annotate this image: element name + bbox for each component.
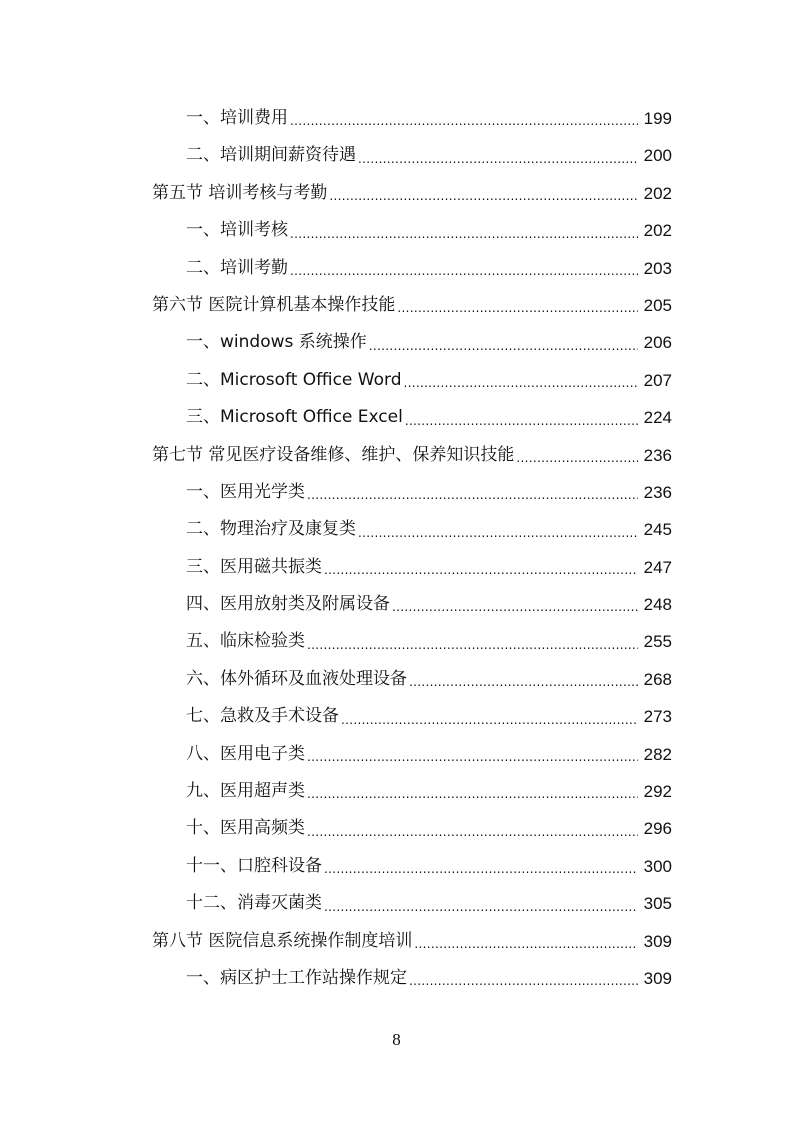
toc-subsection-entry[interactable] (0, 250, 793, 287)
toc-entry-page: 202 (643, 183, 672, 203)
toc-dot-leader (324, 848, 638, 885)
toc-subsection-entry[interactable] (0, 511, 793, 548)
toc-entry-label: 二、Microsoft Office Word (186, 369, 402, 390)
toc-subsection-entry[interactable] (0, 212, 793, 249)
toc-entry-page: 205 (643, 295, 672, 315)
toc-dot-leader (324, 885, 638, 922)
toc-entry-page: 236 (643, 445, 672, 465)
toc-dot-leader (409, 661, 638, 698)
toc-entry-label: 六、体外循环及血液处理设备 (186, 668, 407, 689)
toc-subsection-entry[interactable] (0, 736, 793, 773)
toc-subsection-entry[interactable] (0, 586, 793, 623)
toc-entry-page: 245 (643, 520, 672, 540)
toc-entry-label: 二、物理治疗及康复类 (186, 519, 356, 540)
toc-entry-page: 207 (643, 370, 672, 390)
toc-entry-label: 十一、口腔科设备 (186, 855, 322, 876)
toc-subsection-entry[interactable] (0, 661, 793, 698)
toc-dot-leader (307, 736, 638, 773)
toc-entry-page: 309 (643, 931, 672, 951)
toc-entry-label: 第五节 培训考核与考勤 (152, 182, 328, 203)
table-of-contents (0, 100, 793, 997)
toc-entry-label: 二、培训考勤 (186, 257, 288, 278)
toc-entry-label: 第七节 常见医疗设备维修、维护、保养知识技能 (152, 444, 515, 465)
toc-dot-leader (307, 474, 638, 511)
toc-entry-label: 三、医用磁共振类 (186, 556, 322, 577)
toc-subsection-entry[interactable] (0, 960, 793, 997)
toc-entry-label: 一、培训费用 (186, 108, 288, 128)
toc-dot-leader (290, 100, 638, 137)
toc-dot-leader (414, 923, 638, 960)
toc-entry-page: 199 (643, 109, 672, 128)
toc-entry-label: 八、医用电子类 (186, 743, 305, 764)
toc-entry-label: 三、Microsoft Office Excel (186, 407, 403, 428)
toc-dot-leader (358, 137, 638, 174)
toc-entry-page: 200 (643, 146, 672, 166)
toc-entry-page: 300 (643, 856, 672, 876)
toc-entry-label: 七、急救及手术设备 (186, 706, 339, 727)
toc-dot-leader (369, 324, 638, 361)
toc-entry-page: 309 (643, 968, 672, 988)
toc-entry-label: 一、医用光学类 (186, 481, 305, 502)
toc-section-entry[interactable] (0, 175, 793, 212)
toc-subsection-entry[interactable] (0, 100, 793, 137)
toc-entry-label: 第六节 医院计算机基本操作技能 (152, 294, 396, 315)
toc-entry-label: 九、医用超声类 (186, 781, 305, 802)
toc-entry-label: 四、医用放射类及附属设备 (186, 594, 390, 615)
toc-entry-page: 202 (643, 221, 672, 241)
toc-entry-page: 305 (643, 894, 672, 914)
toc-entry-label: 五、临床检验类 (186, 631, 305, 652)
toc-entry-label: 十二、消毒灭菌类 (186, 893, 322, 914)
toc-dot-leader (358, 511, 638, 548)
toc-dot-leader (409, 960, 638, 997)
toc-dot-leader (516, 437, 638, 474)
toc-entry-label: 第八节 医院信息系统操作制度培训 (152, 930, 413, 951)
toc-dot-leader (405, 399, 638, 436)
toc-dot-leader (392, 586, 638, 623)
toc-dot-leader (290, 212, 638, 249)
toc-entry-page: 296 (643, 819, 672, 839)
toc-entry-page: 248 (643, 595, 672, 615)
toc-dot-leader (397, 287, 638, 324)
toc-subsection-entry[interactable] (0, 474, 793, 511)
toc-dot-leader (341, 698, 638, 735)
toc-subsection-entry[interactable] (0, 137, 793, 174)
toc-entry-page: 268 (643, 669, 672, 689)
toc-dot-leader (324, 549, 638, 586)
toc-entry-page: 224 (643, 408, 672, 428)
toc-entry-label: 一、病区护士工作站操作规定 (186, 967, 407, 988)
toc-dot-leader (290, 250, 638, 287)
toc-dot-leader (307, 773, 638, 810)
toc-entry-page: 273 (643, 707, 672, 727)
toc-subsection-entry[interactable] (0, 549, 793, 586)
toc-entry-page: 292 (643, 782, 672, 802)
toc-section-entry[interactable] (0, 437, 793, 474)
toc-subsection-entry[interactable] (0, 324, 793, 361)
toc-entry-page: 282 (643, 744, 672, 764)
toc-entry-page: 206 (643, 333, 672, 353)
toc-dot-leader (307, 810, 638, 847)
toc-section-entry[interactable] (0, 923, 793, 960)
toc-entry-page: 203 (643, 258, 672, 278)
toc-subsection-entry[interactable] (0, 810, 793, 847)
toc-entry-label: 二、培训期间薪资待遇 (186, 145, 356, 166)
toc-entry-label: 一、windows 系统操作 (186, 332, 367, 353)
toc-subsection-entry[interactable] (0, 362, 793, 399)
toc-entry-page: 247 (643, 557, 672, 577)
toc-dot-leader (404, 362, 639, 399)
toc-entry-page: 255 (643, 632, 672, 652)
toc-subsection-entry[interactable] (0, 623, 793, 660)
toc-subsection-entry[interactable] (0, 399, 793, 436)
toc-subsection-entry[interactable] (0, 773, 793, 810)
toc-entry-page: 236 (643, 482, 672, 502)
toc-subsection-entry[interactable] (0, 698, 793, 735)
toc-dot-leader (329, 175, 638, 212)
toc-entry-label: 十、医用高频类 (186, 818, 305, 839)
toc-entry-label: 一、培训考核 (186, 220, 288, 241)
toc-subsection-entry[interactable] (0, 848, 793, 885)
page-number: 8 (392, 1030, 401, 1049)
toc-subsection-entry[interactable] (0, 885, 793, 922)
toc-section-entry[interactable] (0, 287, 793, 324)
toc-dot-leader (307, 623, 638, 660)
